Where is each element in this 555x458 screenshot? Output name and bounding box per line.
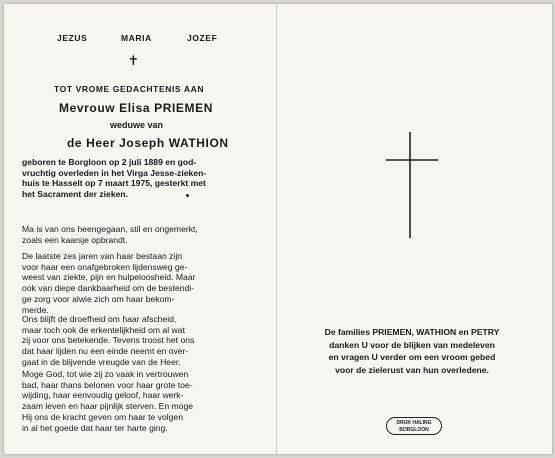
printer-name: DRUK HALING xyxy=(396,420,432,426)
text-line: zij voor ons betekende. Tevens troost het ons xyxy=(22,335,195,346)
text-line: De families PRIEMEN, WATHION en PETRY xyxy=(324,327,500,337)
paragraph-3 xyxy=(22,314,250,368)
text-line: wijding, haar eenvoudig geloof, haar werk- xyxy=(22,390,184,401)
text-line: gaat in de blijvende vreugde van de Heer. xyxy=(22,356,181,367)
text-line: vruchtig overleden in het Virga Jesse-zieken- xyxy=(22,167,207,178)
text-line: Ons blijft de droefheid om haar afscheid, xyxy=(22,314,177,324)
ink-dot xyxy=(186,194,189,197)
family-thanks xyxy=(292,326,532,376)
text-line: huis te Hasselt op 7 maart 1975, gesterkt met xyxy=(22,178,206,189)
birth-death-text xyxy=(22,157,250,200)
text-line: ook van diepe dankbaarheid om de bestendi- xyxy=(22,283,194,294)
text-line: Ma is van ons heengegaan, stil en ongemerkt, xyxy=(22,224,198,234)
deceased-name: Mevrouw Elisa PRIEMEN xyxy=(59,101,213,115)
printer-stamp xyxy=(386,417,442,435)
husband-name: de Heer Joseph WATHION xyxy=(67,136,229,150)
text-line: in al het goede dat haar ter harte ging. xyxy=(22,422,168,433)
invocation-jezus: JEZUS xyxy=(57,33,88,43)
paragraph-4 xyxy=(22,369,250,433)
printer-town: BORGLOON xyxy=(399,427,429,433)
text-line: De laatste zes jaren van haar bestaan zijn xyxy=(22,251,183,261)
text-line: bad, haar thans belonen voor haar grote toe- xyxy=(22,379,193,390)
text-line: het Sacrament der zieken. xyxy=(22,189,129,200)
invocation-jozef: JOZEF xyxy=(187,33,218,43)
text-line: Moge God, tot wie zij zo vaak in vertrouwen xyxy=(22,369,189,379)
invocation-maria: MARIA xyxy=(121,33,152,43)
memory-line: TOT VROME GEDACHTENIS AAN xyxy=(54,84,205,94)
text-line: zaam leven en haar pijnlijk sterven. En moge xyxy=(22,401,194,412)
small-cross-icon: ✝ xyxy=(128,53,139,68)
text-line: weest van ziekte, pijn en hulpeloosheid. Maar xyxy=(22,272,196,283)
text-line: dat haar lijden nu een einde neemt en over- xyxy=(22,346,189,357)
widow-of-label: weduwe van xyxy=(110,120,164,130)
text-line: danken U voor de blijken van medeleven xyxy=(329,339,495,350)
text-line: maar toch ook de erkentelijkheid om al wat xyxy=(22,324,185,335)
text-line: en vragen U verder om een vroom gebed xyxy=(328,352,496,363)
card-fold-line xyxy=(276,4,277,454)
text-line: Hij ons de kracht geven om haar te volgen xyxy=(22,411,183,422)
paragraph-2 xyxy=(22,251,250,315)
large-cross-icon xyxy=(384,130,440,240)
text-line: zoals een kaarsje opbrandt. xyxy=(22,234,128,245)
text-line: merde. xyxy=(22,304,49,315)
text-line: geboren te Borgloon op 2 juli 1889 en god- xyxy=(22,157,197,167)
text-line: voor haar een onafgebroken lijdensweg ge- xyxy=(22,261,188,272)
paragraph-1 xyxy=(22,224,250,245)
text-line: ge zorg voor alwie zich om haar bekom- xyxy=(22,293,175,304)
text-line: voor de zielerust van hun overledene. xyxy=(335,364,489,375)
